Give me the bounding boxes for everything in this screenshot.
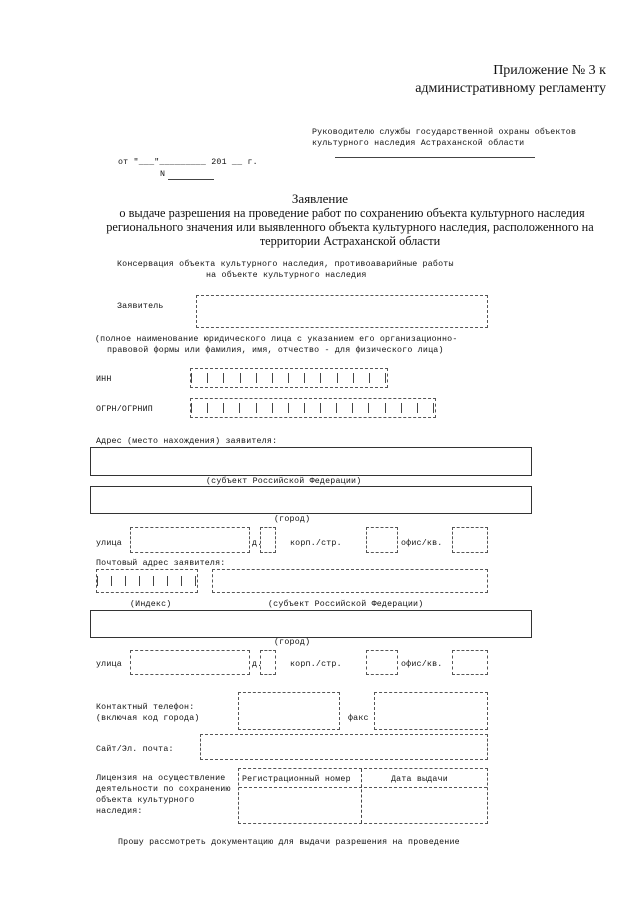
site-label: Сайт/Эл. почта: [96, 745, 174, 754]
applicant-label: Заявитель [117, 302, 164, 311]
inn-label: ИНН [96, 375, 112, 384]
korp-field[interactable] [366, 527, 398, 553]
street-label: улица [96, 539, 122, 548]
phone-field[interactable] [238, 692, 340, 730]
addressee-line-2: культурного наследия Астраханской области [312, 139, 525, 148]
addressee-underline [335, 157, 535, 158]
inn-cell-divider [304, 373, 305, 383]
title-line-2: о выдаче разрешения на проведение работ по сохранению объекта культурного наследия [119, 206, 585, 220]
date-line: от "___"_________ 201 __ г. [118, 158, 258, 167]
inn-cell-divider [223, 373, 224, 383]
postal-korp-field[interactable] [366, 650, 398, 675]
license-label-2: деятельности по сохранению [96, 785, 231, 794]
fax-label: факс [348, 714, 369, 723]
inn-cell-divider [369, 373, 370, 383]
ogrn-label: ОГРН/ОГРНИП [96, 405, 153, 414]
address-subject-field[interactable] [90, 447, 532, 476]
inn-cell-divider [337, 373, 338, 383]
korp-label: корп./стр. [290, 539, 342, 548]
postal-city-field[interactable] [90, 610, 532, 638]
postal-city-caption: (город) [274, 638, 311, 647]
address-subject-caption: (субъект Российской Федерации) [206, 477, 362, 486]
license-reg-cell[interactable] [239, 788, 361, 822]
title-line-1: Заявление [291, 191, 349, 206]
inn-cell-divider [256, 373, 257, 383]
fax-field[interactable] [374, 692, 488, 730]
phone-label-1: Контактный телефон: [96, 703, 195, 712]
postal-label: Почтовый адрес заявителя: [96, 559, 226, 568]
license-col-reg: Регистрационный номер [242, 775, 351, 784]
inn-cell-divider [240, 373, 241, 383]
ogrn-cell-divider [304, 403, 305, 413]
inn-cell-divider [353, 373, 354, 383]
index-cell-divider [111, 576, 112, 586]
license-label-3: объекта культурного [96, 796, 195, 805]
license-table [238, 768, 488, 824]
license-date-cell[interactable] [362, 788, 486, 822]
ogrn-cell-divider [223, 403, 224, 413]
ogrn-cell-divider [401, 403, 402, 413]
phone-label-2: (включая код города) [96, 714, 200, 723]
number-underline [168, 179, 214, 180]
ogrn-cell-divider [239, 403, 240, 413]
license-label-1: Лицензия на осуществление [96, 774, 226, 783]
ogrn-cell-divider [207, 403, 208, 413]
appendix-line-1: Приложение № 3 к [493, 63, 606, 78]
license-label-4: наследия: [96, 807, 143, 816]
inn-field[interactable] [190, 368, 388, 388]
inn-cell-divider [385, 373, 386, 383]
address-city-caption: (город) [274, 515, 311, 524]
inn-cell-divider [320, 373, 321, 383]
subtitle-line-2: на объекте культурного наследия [206, 271, 367, 280]
postal-street-label: улица [96, 660, 122, 669]
ogrn-cell-divider [272, 403, 273, 413]
number-label: N [160, 170, 166, 179]
postal-office-field[interactable] [452, 650, 488, 675]
ogrn-cell-divider [433, 403, 434, 413]
ogrn-cell-divider [417, 403, 418, 413]
ogrn-cell-divider [256, 403, 257, 413]
postal-street-field[interactable] [130, 650, 250, 675]
addressee-line-1: Руководителю службы государственной охраны объектов [312, 128, 577, 137]
inn-cell-divider [207, 373, 208, 383]
postal-korp-label: корп./стр. [290, 660, 342, 669]
inn-cell-divider [272, 373, 273, 383]
ogrn-cell-divider [368, 403, 369, 413]
ogrn-cell-divider [288, 403, 289, 413]
footer-text: Прошу рассмотреть документацию для выдачи разрешения на проведение [118, 838, 460, 847]
ogrn-cell-divider [320, 403, 321, 413]
site-field[interactable] [200, 734, 488, 760]
inn-cell-divider [288, 373, 289, 383]
appendix-line-2: административному регламенту [415, 81, 606, 96]
postal-house-label: д. [252, 660, 263, 669]
postal-index-caption: (Индекс) [130, 600, 172, 609]
address-city-field[interactable] [90, 486, 532, 514]
applicant-hint-1: (полное наименование юридического лица с указанием его организационно- [95, 335, 458, 344]
postal-office-label: офис/кв. [401, 660, 443, 669]
street-field[interactable] [130, 527, 250, 553]
ogrn-cell-divider [191, 403, 192, 413]
index-cell-divider [153, 576, 154, 586]
ogrn-cell-divider [385, 403, 386, 413]
applicant-hint-2: правовой формы или фамилия, имя, отчество - для физического лица) [107, 346, 444, 355]
house-field[interactable] [260, 527, 276, 553]
index-cell-divider [181, 576, 182, 586]
postal-house-field[interactable] [260, 650, 276, 675]
postal-subject-caption: (субъект Российской Федерации) [268, 600, 424, 609]
index-cell-divider [125, 576, 126, 586]
license-col-date: Дата выдачи [391, 775, 448, 784]
index-cell-divider [195, 576, 196, 586]
ogrn-cell-divider [352, 403, 353, 413]
title-line-4: территории Астраханской области [259, 234, 441, 248]
address-label: Адрес (место нахождения) заявителя: [96, 437, 278, 446]
index-cell-divider [97, 576, 98, 586]
inn-cell-divider [191, 373, 192, 383]
subtitle-line-1: Консервация объекта культурного наследия, противоаварийные работы [117, 260, 454, 269]
ogrn-field[interactable] [190, 398, 436, 418]
ogrn-cell-divider [336, 403, 337, 413]
postal-subject-field[interactable] [212, 569, 488, 593]
title-line-3: регионального значения или выявленного объекта культурного наследия, расположенного на [106, 220, 594, 234]
index-cell-divider [167, 576, 168, 586]
office-field[interactable] [452, 527, 488, 553]
applicant-field[interactable] [196, 295, 488, 328]
index-cell-divider [139, 576, 140, 586]
house-label: д. [252, 539, 263, 548]
office-label: офис/кв. [401, 539, 443, 548]
postal-index-field[interactable] [96, 569, 198, 593]
